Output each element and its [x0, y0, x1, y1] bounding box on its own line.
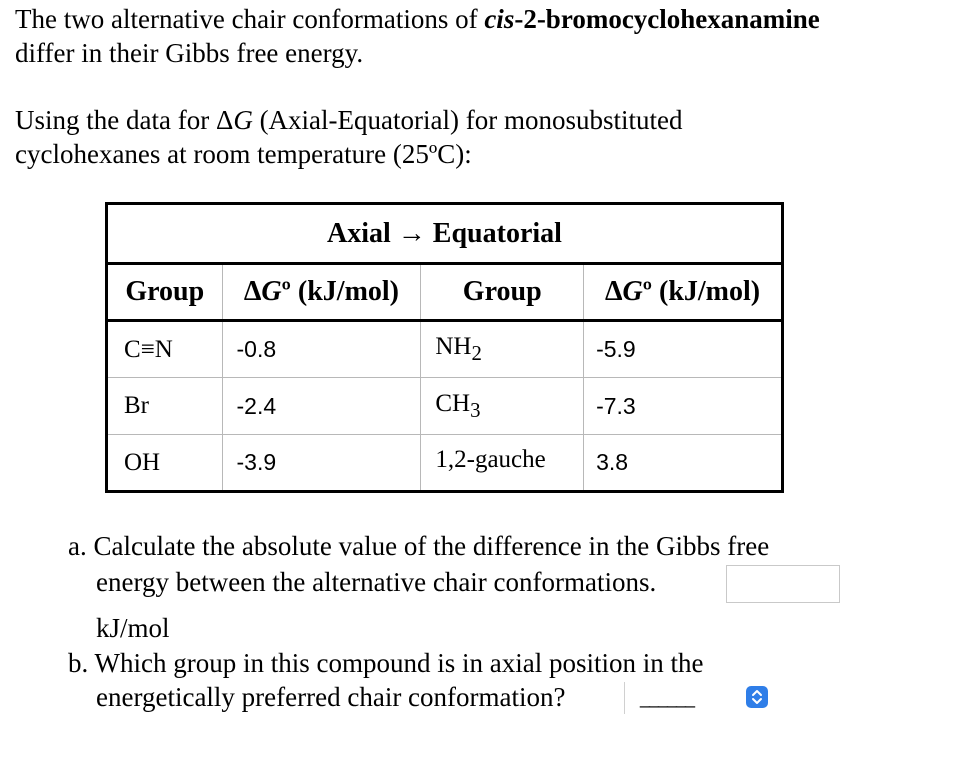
- cell-group-2: $CH_3$: [421, 378, 584, 435]
- table-row: [107, 321, 783, 378]
- cell-value-2: -5.9: [584, 321, 783, 378]
- axial-group-select[interactable]: [624, 682, 770, 714]
- energy-data-table: [105, 202, 784, 493]
- data-intro-G: G: [233, 105, 253, 135]
- intro-line1-text: The two alternative chair conformations of: [15, 4, 485, 34]
- header-dg-1: ΔGº (kJ/mol): [222, 264, 421, 321]
- table-title: Axial → Equatorial: [107, 204, 783, 264]
- question-b-line1: b. Which group in this compound is in axial position in the: [68, 648, 704, 678]
- data-intro-paragraph: [15, 103, 965, 171]
- intro-cis-text: cis: [484, 4, 515, 34]
- question-b-line2: energetically preferred chair conformation?: [96, 682, 566, 712]
- data-intro-post: (Axial-Equatorial) for monosubstituted: [252, 105, 683, 135]
- intro-line2-text: differ in their Gibbs free energy.: [15, 38, 364, 68]
- cell-value-2: -7.3: [584, 378, 783, 435]
- intro-compound-name: -2-bromocyclohexanamine: [514, 4, 820, 34]
- cell-value-1: -2.4: [222, 378, 421, 435]
- table-header-row: [107, 264, 783, 321]
- data-intro-pre: Using the data for Δ: [15, 105, 234, 135]
- cell-group-1: OH: [107, 435, 223, 492]
- intro-paragraph: [15, 2, 965, 70]
- cell-value-1: -3.9: [222, 435, 421, 492]
- energy-difference-input[interactable]: [726, 565, 840, 603]
- select-arrows-icon[interactable]: [746, 686, 768, 708]
- question-a-unit: kJ/mol: [96, 613, 170, 643]
- table-row: [107, 378, 783, 435]
- table-row: [107, 435, 783, 492]
- cell-group-2: 1,2-gauche: [421, 435, 584, 492]
- cell-group-1: C≡N: [107, 321, 223, 378]
- question-a-line1: a. Calculate the absolute value of the difference in the Gibbs free: [68, 531, 770, 561]
- question-a-line2: energy between the alternative chair conformations.: [96, 567, 657, 597]
- cell-group-2: $NH_2$: [421, 321, 584, 378]
- table-title-row: [107, 204, 783, 264]
- select-current-value: ______: [640, 688, 695, 708]
- cell-value-1: -0.8: [222, 321, 421, 378]
- header-group-1: Group: [107, 264, 223, 321]
- cell-value-2: 3.8: [584, 435, 783, 492]
- data-intro-line2: cyclohexanes at room temperature (25ºC):: [15, 139, 472, 169]
- header-dg-2: ΔGº (kJ/mol): [584, 264, 783, 321]
- cell-group-1: Br: [107, 378, 223, 435]
- header-group-2: Group: [421, 264, 584, 321]
